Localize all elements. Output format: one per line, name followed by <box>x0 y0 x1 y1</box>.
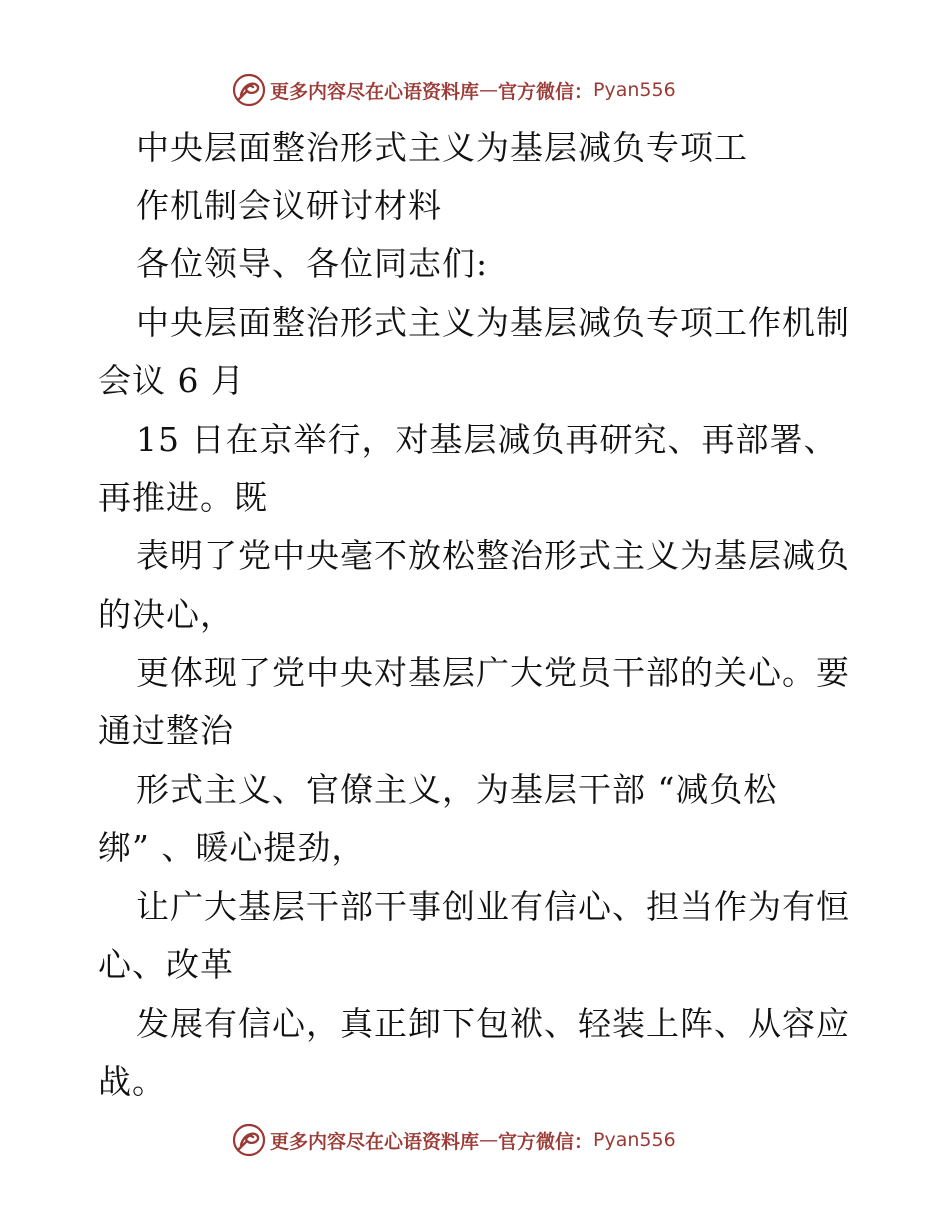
banner-wechat-id: Pyan556 <box>593 79 676 101</box>
body-line: 心、改革 <box>98 945 234 984</box>
banner-dash: — <box>479 79 499 101</box>
body-line: 表明了党中央毫不放松整治形式主义为基层减负 <box>136 536 850 575</box>
swirl-logo-icon <box>232 1123 266 1157</box>
banner-dash: — <box>479 1129 499 1151</box>
body-line: 更体现了党中央对基层广大党员干部的关心。要 <box>136 653 850 692</box>
banner-site-name: 更多内容尽在心语资料库 <box>270 1130 480 1153</box>
body-line: 15 日在京举行，对基层减负再研究、再部署、 <box>136 420 838 459</box>
body-line: 中央层面整治形式主义为基层减负专项工作机制 <box>136 303 850 342</box>
body-line: 发展有信心，真正卸下包袱、轻装上阵、从容应 <box>136 1004 850 1043</box>
body-line: 形式主义、官僚主义，为基层干部 “减负松 <box>136 770 778 809</box>
banner-wechat-label: 官方微信： <box>498 80 594 103</box>
body-line: 绑” 、暖心提劲， <box>98 828 366 867</box>
body-line: 战。 <box>98 1062 166 1101</box>
title-line-1: 中央层面整治形式主义为基层减负专项工 <box>136 128 748 167</box>
banner-wechat-label: 官方微信： <box>498 1130 594 1153</box>
body-line: 让广大基层干部干事创业有信心、担当作为有恒 <box>136 887 850 926</box>
body-line: 的决心， <box>98 595 234 634</box>
footer-banner <box>232 1122 676 1158</box>
banner-wechat-id: Pyan556 <box>593 1129 676 1151</box>
body-line: 再推进。既 <box>98 478 268 517</box>
banner-site-name: 更多内容尽在心语资料库 <box>270 80 480 103</box>
salutation: 各位领导、各位同志们: <box>136 244 489 283</box>
body-line: 会议 6 月 <box>98 361 245 400</box>
body-line: 通过整治 <box>98 711 234 750</box>
title-line-2: 作机制会议研讨材料 <box>136 186 442 225</box>
